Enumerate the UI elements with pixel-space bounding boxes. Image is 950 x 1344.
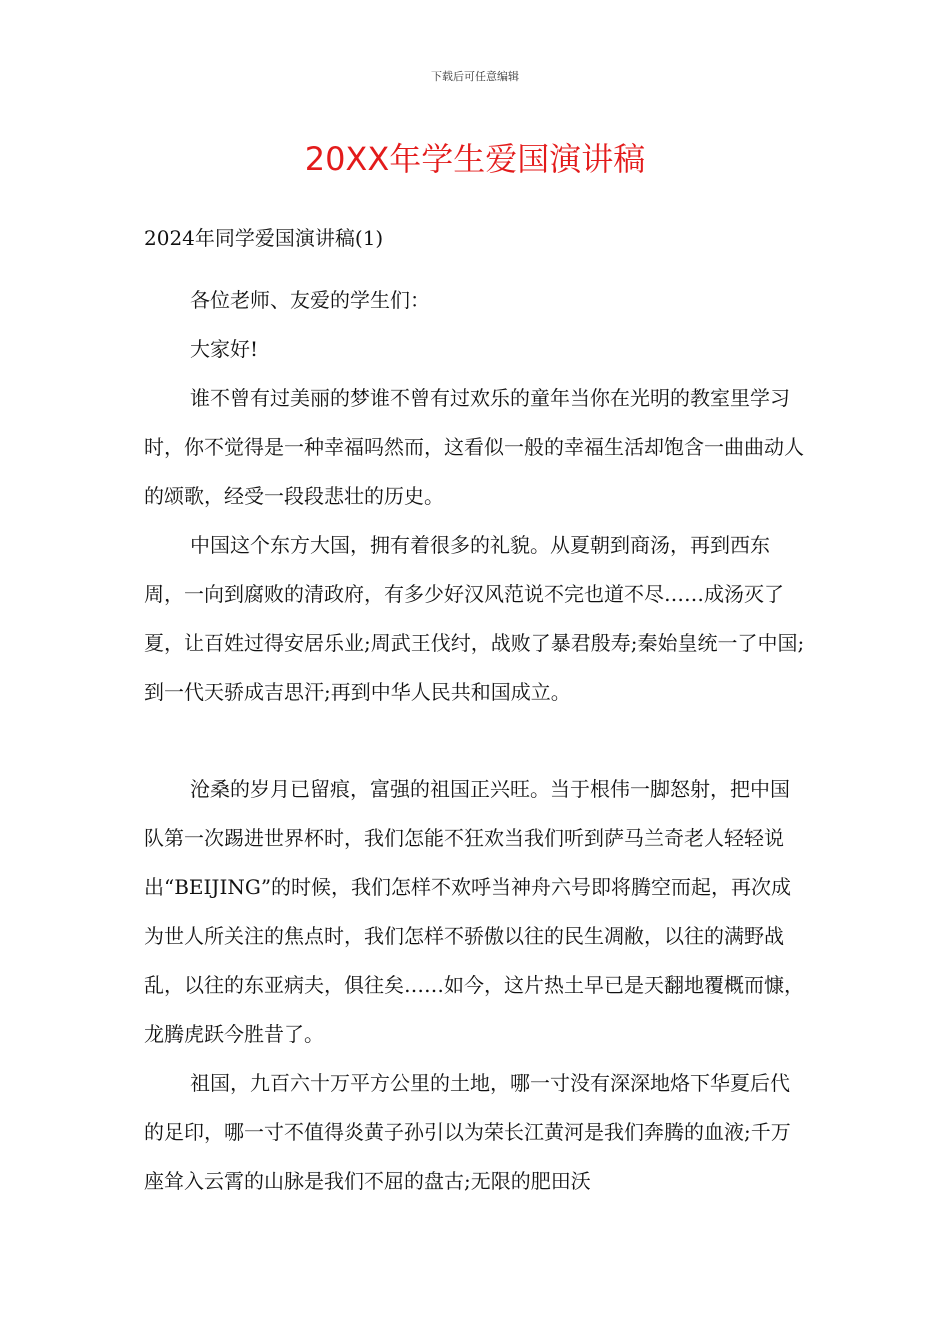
document-body	[144, 226, 808, 1206]
paragraph-motherland: 祖国，九百六十万平方公里的土地，哪一寸没有深深地烙下华夏后代的足印，哪一寸不值得炎黄子孙引以为荣长江黄河是我们奔腾的血液;千万座耸入云霄的山脉是我们不屈的盘古;无限的肥田沃	[144, 1071, 791, 1193]
header-note: 下载后可任意编辑	[431, 70, 519, 83]
paragraph-dream: 谁不曾有过美丽的梦谁不曾有过欢乐的童年当你在光明的教室里学习时，你不觉得是一种幸福吗然而，这看似一般的幸福生活却饱含一曲曲动人的颂歌，经受一段段悲壮的历史。	[144, 386, 804, 508]
paragraph-hello: 大家好!	[190, 337, 259, 361]
document-subtitle: 2024年同学爱国演讲稿(1)	[144, 226, 384, 250]
paragraph-prosperity: 沧桑的岁月已留痕，富强的祖国正兴旺。当于根伟一脚怒射，把中国队第一次踢进世界杯时，我们怎能不狂欢当我们听到萨马兰奇老人轻轻说出“BEIJING”的时候，我们怎样不欢呼当神舟六号即将腾空而起，再次成为世人所关注的焦点时，我们怎样不骄傲以往的民生凋敝，以往的满野战乱，以往的东亚病夫，俱往矣……如今，这片热土早已是天翻地覆概而慷，龙腾虎跃今胜昔了。	[144, 777, 804, 1046]
paragraph-history: 中国这个东方大国，拥有着很多的礼貌。从夏朝到商汤，再到西东周，一向到腐败的清政府，有多少好汉风范说不完也道不尽……成汤灭了夏，让百姓过得安居乐业;周武王伐纣，战败了暴君殷寿;秦始皇统一了中国;到一代天骄成吉思汗;再到中华人民共和国成立。	[144, 533, 805, 704]
paragraph-spacer	[144, 717, 808, 765]
paragraph-greeting: 各位老师、友爱的学生们：	[190, 288, 430, 312]
document-title: 20XX年学生爱国演讲稿	[304, 140, 646, 178]
